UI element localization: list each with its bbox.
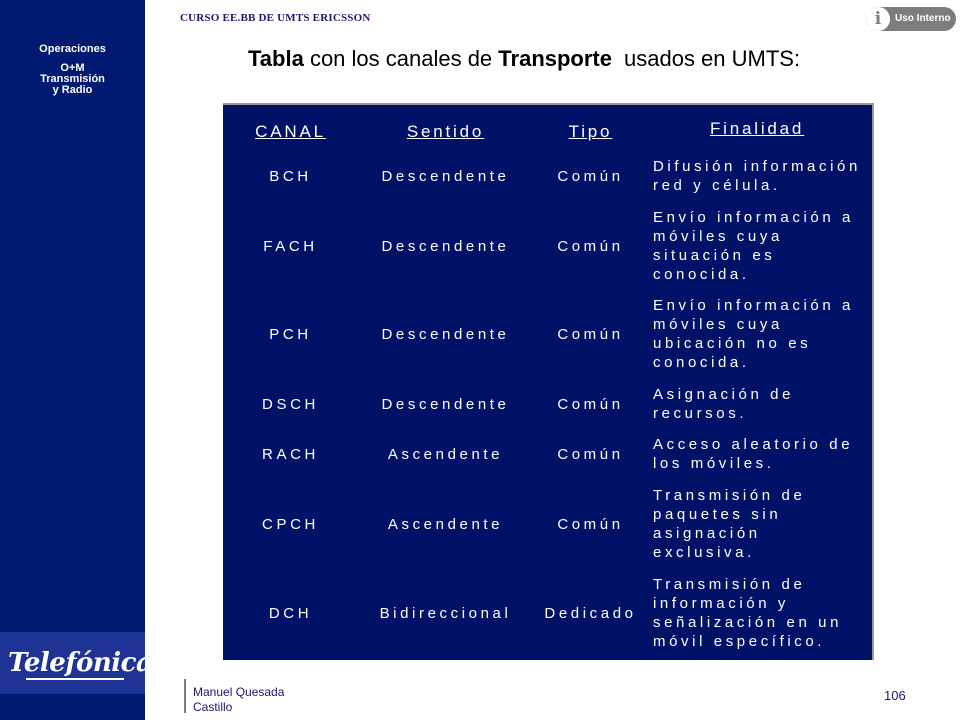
cell-tipo: Común (557, 326, 624, 343)
transport-channels-table (223, 103, 874, 660)
course-header: CURSO EE.BB DE UMTS ERICSSON (180, 12, 371, 24)
cell-tipo: Común (557, 446, 624, 463)
title-bold-transporte: Transporte (498, 46, 612, 71)
cell-canal: DSCH (262, 396, 319, 413)
title-text-end: usados en UMTS: (624, 46, 801, 71)
cell-sentido: Ascendente (387, 446, 504, 463)
cell-tipo: Común (557, 238, 624, 255)
title-text: con los canales de (303, 46, 499, 71)
sidebar-line: y Radio (52, 84, 93, 96)
cell-sentido: Descendente (381, 238, 510, 255)
uso-interno-badge (866, 7, 956, 31)
cell-finalidad: Envío información a móviles cuya situación es conocida. (653, 209, 854, 283)
cell-finalidad: Difusión información red y célula. (653, 158, 861, 194)
author (193, 685, 284, 715)
cell-sentido: Bidireccional (379, 605, 512, 622)
cell-finalidad: Envío información a móviles cuya ubicación no es conocida. (653, 297, 854, 371)
title-bold-tabla: Tabla (248, 46, 304, 71)
info-icon: i (866, 7, 890, 31)
cell-sentido: Descendente (381, 396, 510, 413)
cell-canal: RACH (262, 446, 319, 463)
page-number: 106 (884, 688, 906, 703)
sidebar-section-title (0, 44, 145, 96)
sidebar-line: Operaciones (39, 43, 106, 55)
slide-title (248, 46, 948, 72)
author-line: Castillo (193, 700, 233, 714)
cell-canal: CPCH (262, 516, 319, 533)
header-finalidad: Finalidad (710, 119, 805, 138)
cell-tipo: Común (557, 396, 624, 413)
header-canal: CANAL (255, 122, 326, 141)
cell-canal: FACH (263, 238, 318, 255)
cell-finalidad: Asignación de recursos. (653, 386, 795, 422)
cell-sentido: Descendente (381, 168, 510, 185)
cell-finalidad: Transmisión de paquetes sin asignación exclusiva. (653, 487, 806, 561)
footer-divider (184, 679, 186, 713)
author-line: Manuel Quesada (193, 685, 285, 699)
cell-finalidad: Transmisión de información y señalización en un móvil específico. (653, 576, 843, 650)
cell-canal: PCH (269, 326, 312, 343)
cell-tipo: Dedicado (544, 605, 637, 622)
cell-sentido: Descendente (381, 326, 510, 343)
cell-sentido: Ascendente (387, 516, 504, 533)
logo-underline (26, 678, 124, 680)
cell-tipo: Común (557, 168, 624, 185)
cell-canal: BCH (269, 168, 312, 185)
header-tipo: Tipo (568, 122, 613, 141)
badge-label: Uso Interno (895, 13, 951, 24)
header-sentido: Sentido (406, 122, 485, 141)
sidebar (0, 0, 153, 720)
cell-canal: DCH (268, 605, 313, 622)
cell-finalidad: Acceso aleatorio de los móviles. (653, 436, 854, 472)
sidebar-line: O+M (60, 62, 85, 74)
cell-tipo: Común (557, 516, 624, 533)
sidebar-line: Transmisión (40, 73, 105, 85)
telefonica-logo: Telefónica (8, 648, 153, 678)
